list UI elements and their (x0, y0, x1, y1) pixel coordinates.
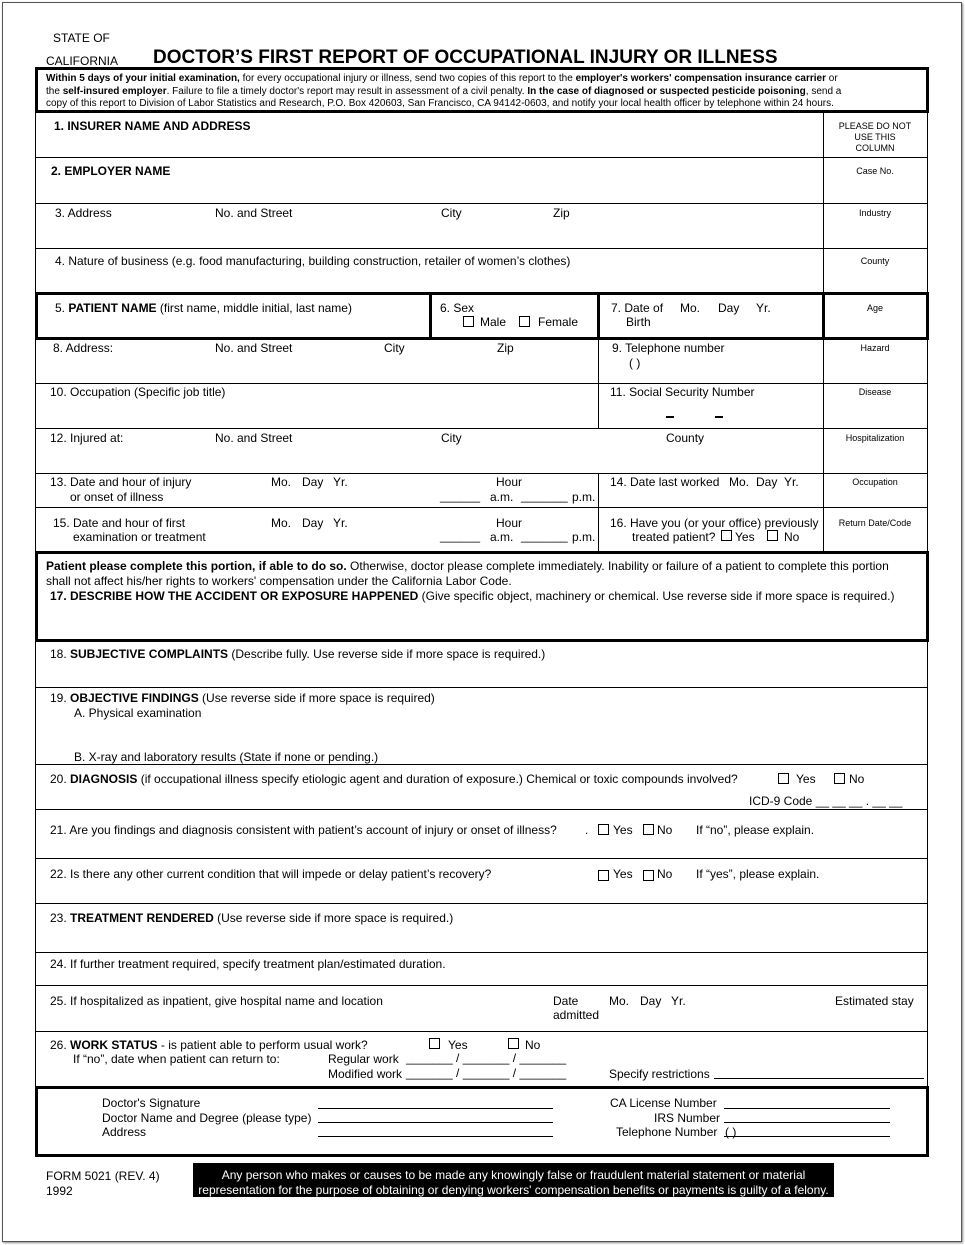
modified-work-date-field[interactable]: _______ / _______ / _______ (406, 1066, 567, 1080)
sex-male-checkbox[interactable] (463, 316, 474, 327)
row-line (35, 687, 927, 688)
col-divider (598, 340, 599, 428)
work-no-checkbox[interactable] (508, 1038, 519, 1049)
side-disease: Disease (858, 387, 892, 397)
form-year: 1992 (46, 1184, 73, 1198)
work-no-label: No (525, 1038, 541, 1052)
previously-treated-label-2: treated patient? (632, 530, 716, 544)
state-label-2: CALIFORNIA (46, 54, 119, 68)
row-line (35, 203, 927, 204)
col-divider (822, 292, 825, 340)
sex-female-label: Female (538, 315, 579, 329)
instructions-line-2: the self-insured employer. Failure to file a timely doctor's report may result in assessment of a civil penalty. In the case of diagnosed or suspected pesticide poisoning, send a (46, 86, 842, 97)
row-line (35, 507, 927, 508)
side-hazard: Hazard (860, 343, 890, 353)
modified-work-label: Modified work (328, 1067, 403, 1081)
consistent-yes-label: Yes (613, 823, 633, 837)
row-line (35, 903, 927, 904)
condition-yes-checkbox[interactable] (598, 870, 609, 881)
accident-description-field[interactable]: 17. DESCRIBE HOW THE ACCIDENT OR EXPOSURE HAPPENED (Give specific object, machinery or chemical. Use reverse side if more space is required.) (50, 589, 895, 603)
patient-note-line-1: Patient please complete this portion, if able to do so. Otherwise, doctor please complete immediately. Inability or failure of a patient to complete this portion (46, 559, 889, 573)
telephone-number-field[interactable] (724, 1136, 890, 1137)
side-hospitalization: Hospitalization (845, 433, 905, 443)
side-industry: Industry (858, 208, 891, 218)
patient-note-line-2: shall not affect his/her rights to workers' compensation under the California Labor Code. (46, 574, 512, 588)
patient-name-field[interactable]: 5. PATIENT NAME (first name, middle initial, last name) (55, 301, 352, 315)
condition-explain-label: If “yes”, please explain. (696, 867, 820, 881)
ssn-dash (666, 416, 674, 418)
findings-dot: . (585, 823, 589, 837)
injured-at-field[interactable]: 12. Injured at: (50, 431, 124, 445)
ssn-dash (715, 416, 723, 418)
exam-pm-blank[interactable]: _______ (521, 529, 568, 543)
address-city-label: City (441, 206, 462, 220)
date-of-birth-label: 7. Date of (611, 301, 664, 315)
injured-city-label: City (441, 431, 462, 445)
date-admitted-label: Date (553, 994, 579, 1008)
icd9-code-field[interactable]: ICD-9 Code __ __ __ . __ __ (749, 794, 903, 808)
admitted-yr-label: Yr. (671, 994, 686, 1008)
subjective-complaints-field[interactable]: 18. SUBJECTIVE COMPLAINTS (Describe fully. Use reverse side if more space is required.) (50, 647, 546, 661)
treatment-plan-field[interactable]: 24. If further treatment required, specify treatment plan/estimated duration. (50, 957, 446, 971)
treated-no-checkbox[interactable] (767, 530, 778, 541)
patient-street-label: No. and Street (215, 341, 293, 355)
row-line (35, 473, 927, 474)
regular-work-date-field[interactable]: _______ / _______ / _______ (406, 1051, 567, 1065)
address-street-label: No. and Street (215, 206, 293, 220)
date-of-birth-label-2: Birth (626, 315, 651, 329)
specify-restrictions-label: Specify restrictions (609, 1067, 710, 1081)
exam-day-label: Day (302, 516, 324, 530)
exam-am-label: a.m. (490, 530, 514, 544)
side-county: County (860, 256, 890, 266)
injury-pm-label: p.m. (572, 490, 596, 504)
row-line (35, 809, 927, 810)
sex-female-checkbox[interactable] (519, 316, 530, 327)
admitted-day-label: Day (640, 994, 662, 1008)
row-line (35, 952, 927, 953)
form-title: DOCTOR’S FIRST REPORT OF OCCUPATIONAL INJURY OR ILLNESS (153, 47, 778, 68)
patient-city-label: City (384, 341, 405, 355)
injury-yr-label: Yr. (333, 475, 348, 489)
injury-mo-label: Mo. (271, 475, 292, 489)
injury-am-blank[interactable]: ______ (440, 489, 481, 503)
telephone-paren: ( ) (629, 356, 641, 370)
state-label: STATE OF (53, 31, 110, 45)
side-occupation: Occupation (852, 477, 898, 487)
exam-mo-label: Mo. (271, 516, 292, 530)
row-line (35, 157, 927, 158)
injury-day-label: Day (302, 475, 324, 489)
patient-zip-label: Zip (497, 341, 514, 355)
regular-work-label: Regular work (328, 1052, 399, 1066)
condition-no-label: No (657, 867, 673, 881)
objective-findings-field[interactable]: 19. OBJECTIVE FINDINGS (Use reverse side if more space is required) (50, 691, 435, 705)
address-zip-label: Zip (553, 206, 570, 220)
col-divider (598, 473, 599, 551)
last-worked-day: Day (756, 475, 778, 489)
telephone-number-paren: ( ) (725, 1125, 737, 1139)
hospitalized-field[interactable]: 25. If hospitalized as inpatient, give hospital name and location (50, 994, 383, 1008)
doctor-address-field[interactable] (318, 1136, 553, 1137)
findings-consistent-label: 21. Are you findings and diagnosis consistent with patient’s account of injury or onset of illness? (50, 823, 557, 837)
irs-number-label: IRS Number (654, 1111, 721, 1125)
dob-yr-label: Yr. (756, 301, 771, 315)
injury-am-label: a.m. (490, 490, 514, 504)
side-column-header: PLEASE DO NOT USE THIS COLUMN (838, 121, 912, 153)
col-divider (597, 292, 600, 340)
row-line (35, 1031, 927, 1032)
fraud-warning-line-2: representation for the purpose of obtaining or denying workers' compensation benefits or payments is guilty of a felony. (198, 1183, 829, 1197)
occupation-field[interactable]: 10. Occupation (Specific job title) (50, 385, 226, 399)
injury-date-label-2: or onset of illness (70, 490, 164, 504)
dob-mo-label: Mo. (680, 301, 701, 315)
physical-exam-label: A. Physical examination (74, 706, 202, 720)
insurer-name-field[interactable]: 1. INSURER NAME AND ADDRESS (54, 119, 251, 133)
side-case-no: Case No. (856, 166, 894, 176)
side-return-date: Return Date/Code (838, 518, 912, 528)
injury-hour-label: Hour (496, 475, 523, 489)
xray-results-label: B. X-ray and laboratory results (State if none or pending.) (74, 750, 379, 764)
patient-address-field[interactable]: 8. Address: (53, 341, 114, 355)
previously-treated-label: 16. Have you (or your office) previously (610, 516, 819, 530)
consistent-no-label: No (657, 823, 673, 837)
doctor-address-label: Address (102, 1125, 147, 1139)
exam-yr-label: Yr. (333, 516, 348, 530)
treated-no-label: No (784, 530, 800, 544)
work-status-label: 26. WORK STATUS - is patient able to perform usual work? (50, 1038, 368, 1052)
row-line (35, 858, 927, 859)
last-worked-mo: Mo. (729, 475, 750, 489)
employer-name-field[interactable]: 2. EMPLOYER NAME (51, 164, 171, 178)
estimated-stay-label: Estimated stay (835, 994, 914, 1008)
chemical-yes-checkbox[interactable] (778, 773, 789, 784)
condition-no-checkbox[interactable] (643, 870, 654, 881)
treatment-rendered-field[interactable]: 23. TREATMENT RENDERED (Use reverse side if more space is required.) (50, 911, 454, 925)
row-line (35, 985, 927, 986)
fraud-warning-line-1: Any person who makes or causes to be made any knowingly false or fraudulent material statement or material (221, 1168, 806, 1182)
injury-pm-blank[interactable]: _______ (521, 489, 568, 503)
doctor-signature-label: Doctor's Signature (102, 1096, 201, 1110)
admitted-mo-label: Mo. (609, 994, 630, 1008)
row-line (35, 248, 927, 249)
date-last-worked-field[interactable]: 14. Date last worked (610, 475, 720, 489)
exam-pm-label: p.m. (572, 530, 596, 544)
injured-street-label: No. and Street (215, 431, 293, 445)
consistent-yes-checkbox[interactable] (598, 824, 609, 835)
irs-number-field[interactable] (724, 1122, 890, 1123)
injury-date-field[interactable]: 13. Date and hour of injury (50, 475, 192, 489)
treated-yes-label: Yes (735, 530, 755, 544)
ssn-field[interactable]: 11. Social Security Number (610, 385, 755, 399)
consistent-explain-label: If “no”, please explain. (696, 823, 815, 837)
work-yes-checkbox[interactable] (429, 1038, 440, 1049)
license-number-label: CA License Number (610, 1096, 717, 1110)
restrictions-field[interactable] (714, 1078, 924, 1079)
consistent-no-checkbox[interactable] (643, 824, 654, 835)
doctor-signature-field[interactable] (318, 1108, 553, 1109)
first-exam-date-field[interactable]: 15. Date and hour of first (53, 516, 186, 530)
sex-label: 6. Sex (440, 301, 475, 315)
date-admitted-label-2: admitted (553, 1008, 600, 1022)
work-yes-label: Yes (448, 1038, 468, 1052)
chemical-no-checkbox[interactable] (834, 773, 845, 784)
row-line (35, 764, 927, 765)
telephone-field[interactable]: 9. Telephone number (612, 341, 725, 355)
exam-am-blank[interactable]: ______ (440, 529, 481, 543)
col-divider (429, 292, 432, 340)
chemical-yes-label: Yes (796, 772, 816, 786)
injured-county-label: County (666, 431, 705, 445)
treated-yes-checkbox[interactable] (721, 530, 732, 541)
side-age: Age (866, 303, 883, 313)
chemical-no-label: No (849, 772, 865, 786)
condition-yes-label: Yes (613, 867, 633, 881)
telephone-number-label: Telephone Number (616, 1125, 718, 1139)
instructions-line-3: copy of this report to Division of Labor Statistics and Research, P.O. Box 420603, San Francisco, CA 94142-0603, and notify your local health officer by telephone within 24 hours. (46, 98, 834, 109)
first-exam-date-label-2: examination or treatment (73, 530, 206, 544)
nature-of-business-field[interactable]: 4. Nature of business (e.g. food manufacturing, building construction, retailer of women’s clothes) (55, 254, 571, 268)
other-condition-label: 22. Is there any other current condition that will impede or delay patient’s recovery? (50, 867, 492, 881)
form-number: FORM 5021 (REV. 4) (46, 1169, 160, 1183)
doctor-name-field[interactable] (318, 1122, 553, 1123)
dob-day-label: Day (718, 301, 740, 315)
sex-male-label: Male (480, 315, 507, 329)
employer-address-field[interactable]: 3. Address (55, 206, 112, 220)
doctor-name-label: Doctor Name and Degree (please type) (102, 1111, 312, 1125)
return-date-label: If “no”, date when patient can return to: (73, 1052, 280, 1066)
last-worked-yr: Yr. (784, 475, 799, 489)
exam-hour-label: Hour (496, 516, 523, 530)
instructions-line-1: Within 5 days of your initial examination, for every occupational injury or illness, send two copies of this report to the employer's workers' compensation insurance carrier or (46, 73, 838, 84)
diagnosis-field[interactable]: 20. DIAGNOSIS (if occupational illness specify etiologic agent and duration of exposure.) Chemical or toxic compounds involved? (50, 772, 738, 786)
license-number-field[interactable] (724, 1108, 890, 1109)
row-line (35, 428, 927, 429)
row-line (35, 383, 927, 384)
